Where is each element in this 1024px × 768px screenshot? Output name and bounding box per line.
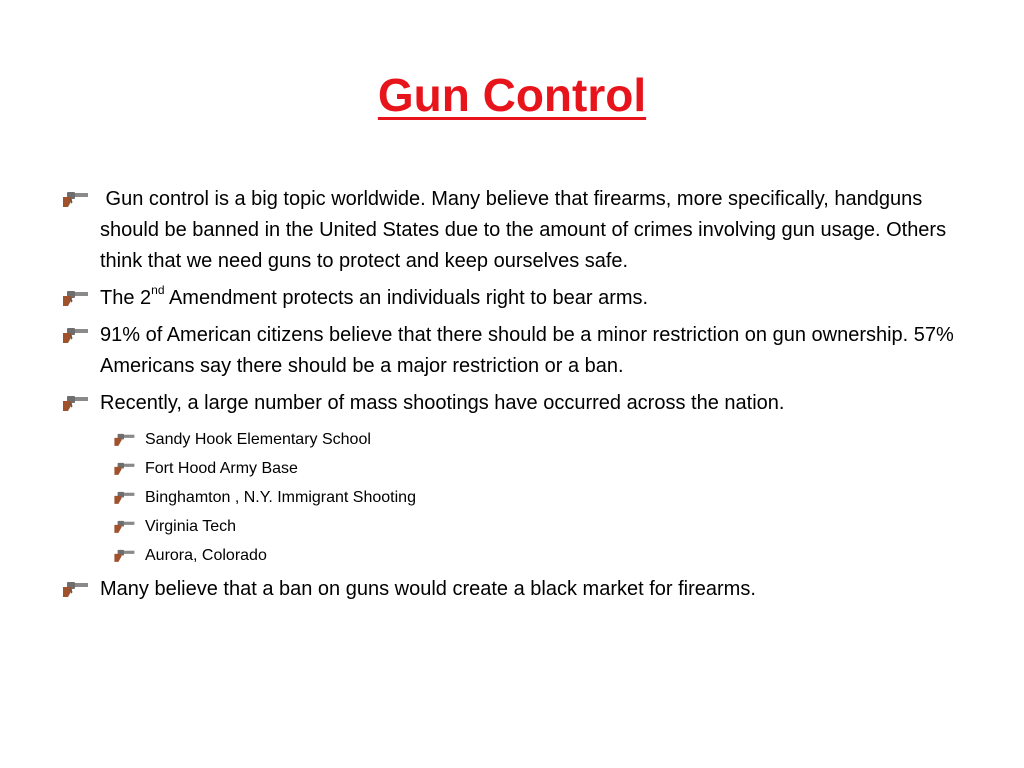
bullet-item xyxy=(58,574,978,605)
sub-bullet-list xyxy=(58,425,978,570)
sub-bullet-item xyxy=(58,541,978,570)
bullet-item xyxy=(58,283,978,314)
bullet-text: Gun control is a big topic worldwide. Many believe that firearms, more specifically, handguns should be banned in the United States due to the amount of crimes involving gun usage. Others think that we need guns to protect and keep ourselves safe. xyxy=(100,188,947,272)
revolver-icon xyxy=(112,519,136,534)
revolver-icon xyxy=(60,190,90,208)
bullet-text-post: Amendment protects an individuals right to bear arms. xyxy=(164,287,649,309)
bullet-text: Recently, a large number of mass shootings have occurred across the nation. xyxy=(100,392,785,414)
bullet-text: 91% of American citizens believe that there should be a minor restriction on gun ownership. 57% Americans say there should be a major restriction or a ban. xyxy=(100,324,954,377)
bullet-item xyxy=(58,184,978,277)
bullet-item xyxy=(58,320,978,382)
sub-bullet-item xyxy=(58,512,978,541)
sub-bullet-text: Binghamton , N.Y. Immigrant Shooting xyxy=(145,489,416,506)
revolver-icon xyxy=(60,326,90,344)
sub-bullet-item xyxy=(58,425,978,454)
slide-title: Gun Control xyxy=(377,69,647,121)
bullet-text: Many believe that a ban on guns would create a black market for firearms. xyxy=(100,578,756,600)
bullet-text-pre: The 2 xyxy=(100,287,152,309)
revolver-icon xyxy=(60,580,90,598)
sub-bullet-item xyxy=(58,454,978,483)
revolver-icon xyxy=(112,548,136,563)
bullet-list xyxy=(58,184,978,611)
sub-bullet-text: Fort Hood Army Base xyxy=(145,460,298,477)
sub-bullet-text: Virginia Tech xyxy=(145,518,237,535)
bullet-superscript: nd xyxy=(151,283,165,298)
bullet-item xyxy=(58,388,978,419)
sub-bullet-text: Aurora, Colorado xyxy=(145,547,267,564)
revolver-icon xyxy=(112,432,136,447)
sub-bullet-item xyxy=(58,483,978,512)
revolver-icon xyxy=(60,289,90,307)
revolver-icon xyxy=(112,461,136,476)
revolver-icon xyxy=(112,490,136,505)
sub-bullet-text: Sandy Hook Elementary School xyxy=(145,431,371,448)
revolver-icon xyxy=(60,394,90,412)
